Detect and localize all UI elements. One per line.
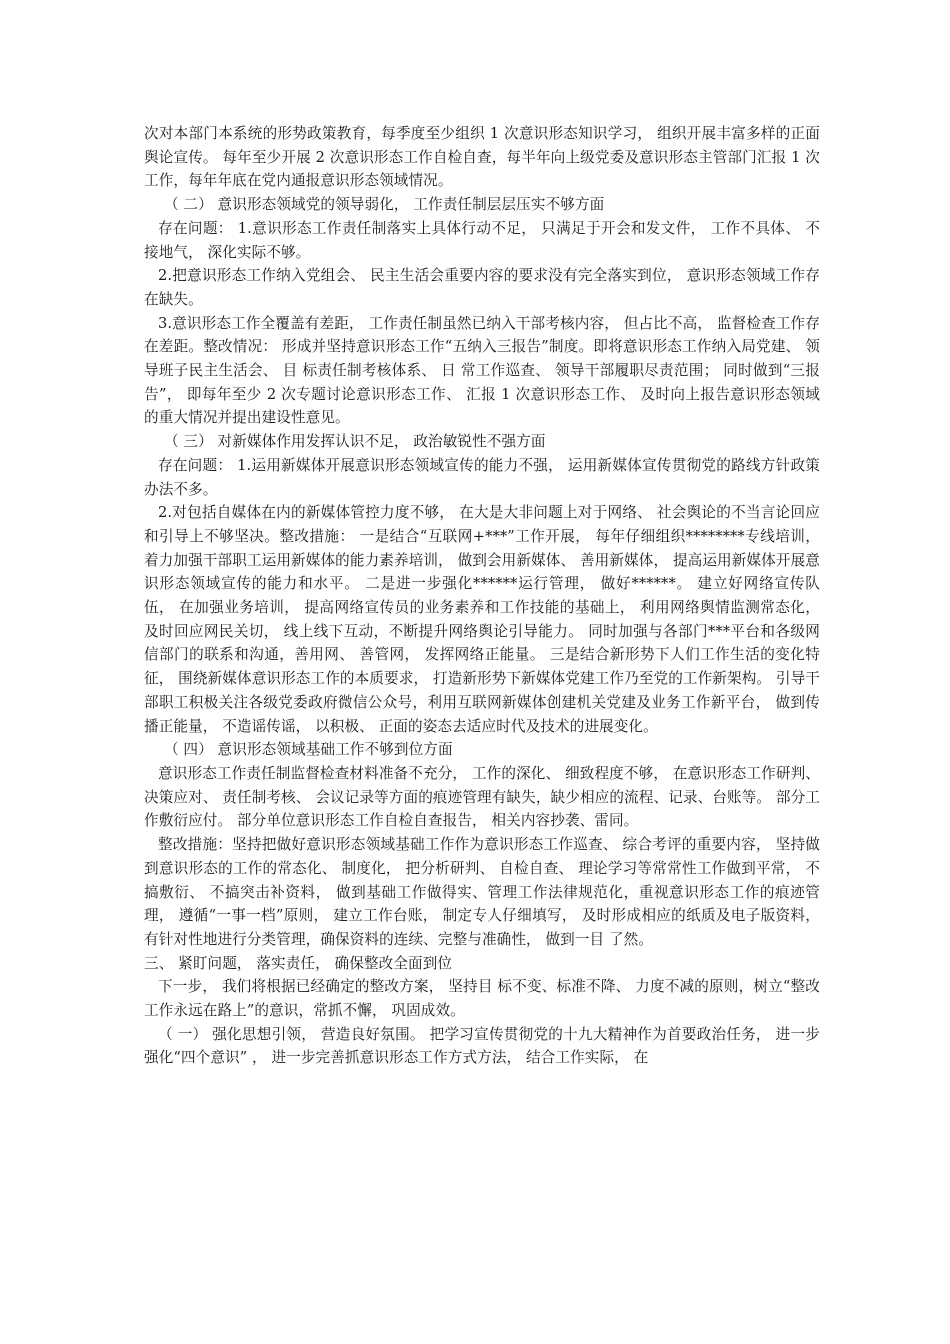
section-heading-2: （ 二） 意识形态领域党的领导弱化， 工作责任制层层压实不够方面 [164,196,605,214]
section-heading-3: （ 三） 对新媒体作用发挥认识不足， 政治敏锐性不强方面 [164,433,546,451]
document-page [144,122,825,1070]
chapter-heading-3: 三、 紧盯问题， 落实责任， 确保整改全面到位 [144,954,453,972]
paragraph-problem-3-2: 2.对包括自媒体在内的新媒体管控力度不够， 在大是大非问题上对于网络、 社会舆论的不当言论回应和引导上不够坚决。整改措施： 一是结合“互联网+***”工作开展， 每年仔细组织********专线培训，着力加强干部职工运用新媒体的能力素养培训， 做到会用新媒体、 善用新媒体， 提高运用新媒体开展意识形态领域宣传的能力和水平。 二是进一步强化******运行管理， 做好******。 建立好网络宣传队伍， 在加强业务培训， 提高网络宣传员的业务素养和工作技能的基础上， 利用网络舆情监测常态化， 及时回应网民关切， 线上线下互动，不断提升网络舆论引导能力。 同时加强与各部门***平台和各级网信部门的联系和沟通，善用网、 善管网， 发挥网络正能量。 三是结合新形势下人们工作生活的变化特征， 围绕新媒体意识形态工作的本质要求， 打造新形势下新媒体党建工作乃至党的工作新架构。 引导干部职工积极关注各级党委政府微信公众号，利用互联网新媒体创建机关党建及业务工作新平台， 做到传播正能量， 不造谣传谣， 以积极、 正面的姿态去适应时代及技术的进展变化。 [144,504,825,735]
paragraph-problem-3-1: 存在问题： 1.运用新媒体开展意识形态领域宣传的能力不强， 运用新媒体宣传贯彻党的路线方针政策办法不多。 [144,456,820,498]
paragraph-problem-2-2: 2.把意识形态工作纳入党组会、 民主生活会重要内容的要求没有完全落实到位， 意识形态领域工作存在缺失。 [144,267,820,308]
paragraph-continuation: 次对本部门本系统的形势政策教育，每季度至少组织 1 次意识形态知识学习， 组织开展丰富多样的正面舆论宣传。 每年至少开展 2 次意识形态工作自检自查，每半年向上级党委及意识形态主管部门汇报 1 次工作，每年年底在党内通报意识形态领域情况。 [144,125,820,190]
paragraph-rectification-4: 整改措施：坚持把做好意识形态领域基础工作作为意识形态工作巡查、 综合考评的重要内容， 坚持做到意识形态的工作的常态化、 制度化， 把分析研判、 自检自查、 理论学习等常常性工作做到平常， 不搞敷衍、 不搞突击补资料， 做到基础工作做得实、管理工作法律规范化，重视意识形态工作的痕迹管理， 遵循“一事一档”原则， 建立工作台账， 制定专人仔细填写， 及时形成相应的纸质及电子版资料，有针对性地进行分类管理，确保资料的连续、完整与准确性， 做到一目 了然。 [144,836,820,948]
paragraph-next-step: 下一步， 我们将根据已经确定的整改方案， 坚持目 标不变、标准不降、 力度不减的原则，树立“整改工作永远在路上”的意识，常抓不懈， 巩固成效。 [144,978,820,1020]
paragraph-problem-4: 意识形态工作责任制监督检查材料准备不充分， 工作的深化、 细致程度不够， 在意识形态工作研判、 决策应对、 责任制考核、 会议记录等方面的痕迹管理有缺失，缺少相应的流程、记录、台账等。 部分工作敷衍应付。 部分单位意识形态工作自检自查报告， 相关内容抄袭、雷同。 [144,764,825,830]
paragraph-problem-2-3: 3.意识形态工作全覆盖有差距， 工作责任制虽然已纳入干部考核内容， 但占比不高， 监督检查工作存在差距。整改情况： 形成并坚持意识形态工作“五纳入三报告”制度。即将意识形态工作纳入局党建、 领导班子民主生活会、 目 标责任制考核体系、 日 常工作巡查、 领导干部履职尽责范围； 同时做到“三报告”， 即每年至少 2 次专题讨论意识形态工作、 汇报 1 次意识形态工作、 及时向上报告意识形态领域的重大情况并提出建设性意见。 [144,314,820,427]
paragraph-measure-1: （ 一） 强化思想引领， 营造良好氛围。 把学习宣传贯彻党的十九大精神作为首要政治任务， 进一步强化“四个意识” ， 进一步完善抓意识形态工作方式方法， 结合工作实际， 在 [144,1025,820,1067]
paragraph-problem-2-1: 存在问题： 1.意识形态工作责任制落实上具体行动不足， 只满足于开会和发文件， 工作不具体、 不接地气， 深化实际不够。 [144,219,820,261]
section-heading-4: （ 四） 意识形态领域基础工作不够到位方面 [164,741,453,759]
